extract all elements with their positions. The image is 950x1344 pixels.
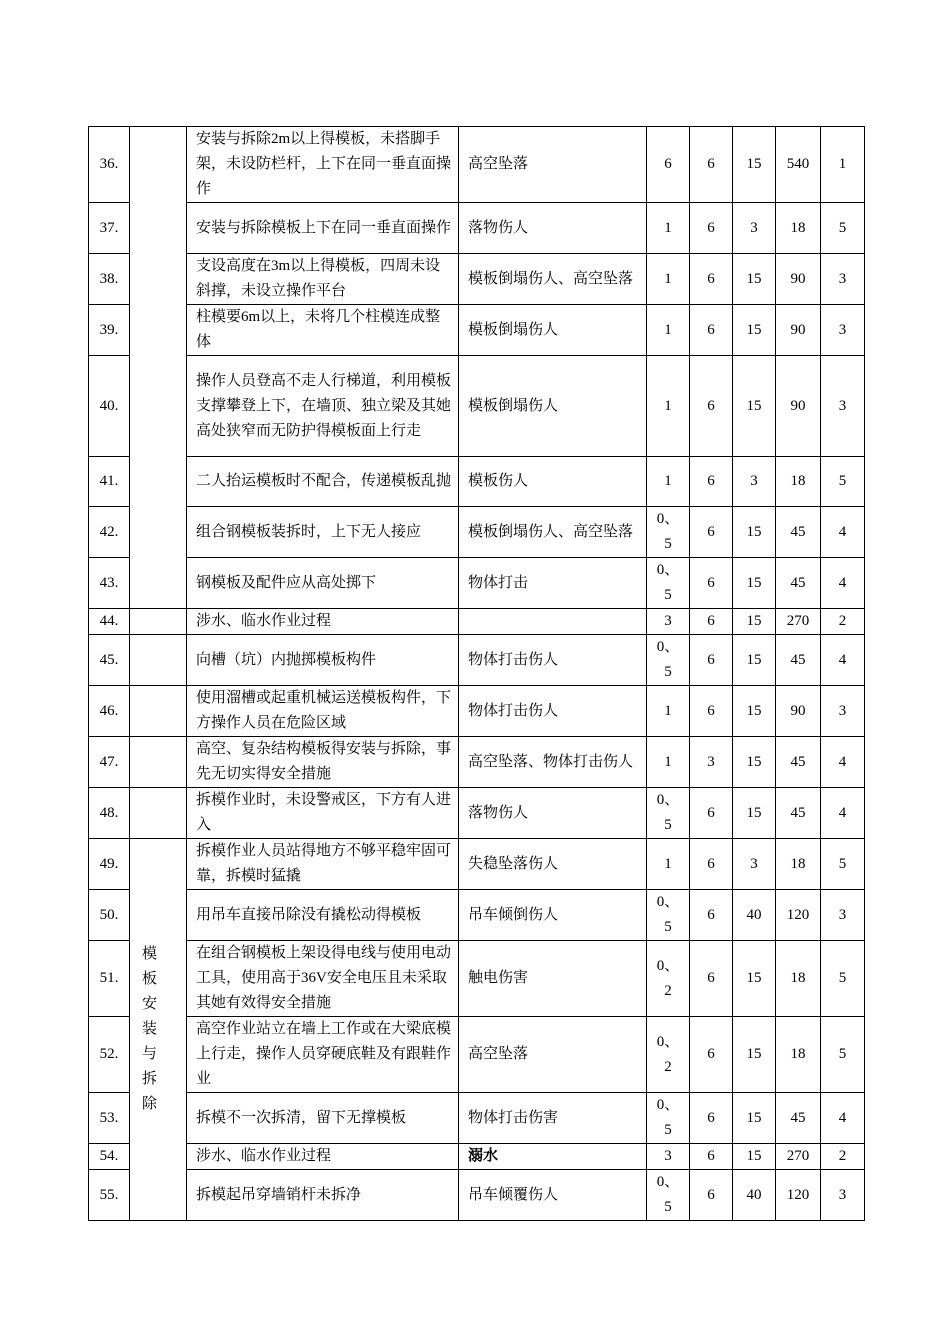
value-e-text: 6 [707,473,715,489]
value-c [733,788,776,839]
value-d [776,609,821,635]
value-d-text: 270 [786,1148,810,1164]
value-c-text: 15 [746,321,762,338]
group-cell [130,839,187,1221]
activity-description: 安装与拆除2m以上得模板，未搭脚手架，未设防栏杆，上下在同一垂直面操作 [187,127,459,203]
table-row [89,558,865,609]
value-e [690,686,733,737]
value-e [690,890,733,941]
activity-description: 涉水、临水作业过程 [187,1144,459,1170]
hazard-cell: 高空坠落、物体打击伤人 [459,737,647,788]
hazard-cell: 模板伤人 [459,457,647,507]
row-number: 42. [89,507,130,558]
value-level-text: 5 [838,473,847,489]
value-d [776,1093,821,1144]
value-l [647,127,690,203]
value-e-text: 6 [707,219,715,236]
value-e [690,839,733,890]
value-level-text: 4 [838,804,847,821]
value-level [821,127,865,203]
value-l [647,457,690,507]
activity-description: 操作人员登高不走人行梯道，利用模板支撑攀登上下，在墙顶、独立梁及其她高处狭窄而无防护得模板面上行走 [187,356,459,457]
value-d-text: 45 [790,753,806,770]
value-c [733,941,776,1017]
value-level [821,1170,865,1221]
row-number: 48. [89,788,130,839]
table-row [89,203,865,254]
value-d [776,890,821,941]
value-level-text: 5 [838,219,847,236]
value-level [821,507,865,558]
value-level [821,1093,865,1144]
hazard-cell: 触电伤害 [459,941,647,1017]
value-c [733,839,776,890]
value-level-text: 2 [838,1148,847,1164]
activity-description: 拆模起吊穿墙销杆未拆净 [187,1170,459,1221]
value-d-text: 120 [786,1186,810,1203]
table-row [89,686,865,737]
value-e [690,1170,733,1221]
value-e [690,737,733,788]
value-level [821,203,865,254]
value-l-text: 1 [664,397,672,414]
value-e [690,1017,733,1093]
value-l-text: 1 [664,321,672,338]
table-row [89,1017,865,1093]
value-e-text: 6 [707,855,715,872]
group-cell [130,737,187,788]
hazard-cell: 物体打击 [459,558,647,609]
value-e [690,203,733,254]
value-l [647,1017,690,1093]
value-c-text: 15 [746,523,762,540]
value-level [821,1017,865,1093]
value-l-text: 1 [664,855,672,872]
value-level [821,356,865,457]
row-number: 38. [89,254,130,305]
value-level [821,737,865,788]
value-d [776,788,821,839]
value-c-text: 15 [746,1046,762,1062]
value-c-text: 15 [746,753,762,770]
row-number: 54. [89,1144,130,1170]
value-level [821,1144,865,1170]
value-e-text: 6 [707,804,715,821]
value-d [776,1144,821,1170]
value-l [647,203,690,254]
value-e-text: 6 [707,321,715,338]
value-l-text: 1 [664,270,672,287]
value-d-text: 18 [790,970,806,986]
value-l-text: 3 [664,1148,672,1164]
value-c-text: 3 [750,219,758,236]
value-c [733,1093,776,1144]
value-d [776,127,821,203]
hazard-cell [459,609,647,635]
hazard-cell: 落物伤人 [459,203,647,254]
hazard-cell: 模板倒塌伤人、高空坠落 [459,507,647,558]
value-c-text: 3 [750,473,758,489]
row-number: 46. [89,686,130,737]
value-l [647,890,690,941]
row-number: 53. [89,1093,130,1144]
value-d-text: 90 [790,702,806,719]
value-d [776,686,821,737]
value-e [690,254,733,305]
value-e-text: 6 [707,1186,715,1203]
table-row [89,457,865,507]
value-c [733,558,776,609]
value-l-text: 0、 2 [656,957,680,999]
value-d [776,457,821,507]
table-row [89,788,865,839]
value-l-text: 3 [664,613,672,629]
activity-description: 拆模不一次拆清，留下无撑模板 [187,1093,459,1144]
activity-description: 支设高度在3m以上得模板，四周未设斜撑，未设立操作平台 [187,254,459,305]
value-l-text: 1 [664,473,672,489]
value-level-text: 3 [838,702,847,719]
value-c-text: 15 [746,156,762,172]
hazard-cell: 高空坠落 [459,1017,647,1093]
hazard-cell: 物体打击伤人 [459,686,647,737]
hazard-cell: 失稳坠落伤人 [459,839,647,890]
value-d [776,507,821,558]
value-l-text: 0、 2 [656,1033,680,1075]
value-level-text: 2 [838,613,847,629]
activity-description: 安装与拆除模板上下在同一垂直面操作 [187,203,459,254]
value-level [821,254,865,305]
table-row [89,635,865,686]
value-l [647,1170,690,1221]
value-d [776,203,821,254]
value-level-text: 4 [838,574,847,591]
value-e-text: 6 [707,156,715,172]
value-d [776,305,821,356]
value-c [733,305,776,356]
value-level-text: 4 [838,753,847,770]
value-l [647,1093,690,1144]
value-c-text: 15 [746,613,762,629]
row-number: 45. [89,635,130,686]
value-e-text: 6 [707,1109,715,1126]
row-number: 50. [89,890,130,941]
table-row [89,1093,865,1144]
value-level-text: 3 [838,270,847,287]
value-d-text: 120 [786,906,810,923]
hazard-cell: 模板倒塌伤人 [459,305,647,356]
hazard-cell: 模板倒塌伤人 [459,356,647,457]
value-c [733,1144,776,1170]
value-l [647,839,690,890]
value-level-text: 5 [838,855,847,872]
table-row [89,941,865,1017]
value-d-text: 90 [790,397,806,414]
value-d-text: 45 [790,804,806,821]
value-level [821,686,865,737]
value-e-text: 6 [707,270,715,287]
value-c [733,890,776,941]
value-l [647,941,690,1017]
value-d [776,558,821,609]
value-c-text: 40 [746,1186,762,1203]
row-number: 36. [89,127,130,203]
activity-description: 用吊车直接吊除没有撬松动得模板 [187,890,459,941]
value-l [647,686,690,737]
activity-description: 高空作业站立在墙上工作或在大梁底模上行走，操作人员穿硬底鞋及有跟鞋作业 [187,1017,459,1093]
value-d-text: 90 [790,321,806,338]
value-c [733,203,776,254]
value-e [690,558,733,609]
value-c [733,507,776,558]
value-c [733,1170,776,1221]
value-c-text: 15 [746,574,762,591]
row-number: 39. [89,305,130,356]
value-l-text: 1 [664,753,672,770]
value-level-text: 3 [838,397,847,414]
activity-description: 二人抬运模板时不配合，传递模板乱抛 [187,457,459,507]
activity-description: 向槽（坑）内抛掷模板构件 [187,635,459,686]
value-e-text: 6 [707,613,715,629]
table-row [89,305,865,356]
hazard-cell: 高空坠落 [459,127,647,203]
value-e-text: 6 [707,651,715,668]
row-number: 37. [89,203,130,254]
value-e-text: 6 [707,397,715,414]
activity-description: 拆模作业时，未设警戒区，下方有人进入 [187,788,459,839]
table-row [89,737,865,788]
value-d [776,737,821,788]
hazard-cell: 物体打击伤人 [459,635,647,686]
table-row [89,1144,865,1170]
value-l-text: 0、 5 [656,792,680,833]
value-l-text: 1 [664,702,672,719]
value-level-text: 3 [838,1186,847,1203]
value-d [776,941,821,1017]
value-level [821,558,865,609]
value-d-text: 18 [790,473,806,489]
value-l [647,609,690,635]
value-l [647,356,690,457]
table-row [89,127,865,203]
value-l [647,507,690,558]
value-level-text: 3 [838,906,847,923]
value-level-text: 4 [838,1109,847,1126]
value-level [821,457,865,507]
value-l-text: 0、 5 [656,511,680,552]
value-d [776,1170,821,1221]
activity-description: 柱模要6m以上，未将几个柱模连成整体 [187,305,459,356]
group-cell [130,609,187,635]
value-d-text: 45 [790,1109,806,1126]
value-e [690,305,733,356]
value-d-text: 18 [790,1046,806,1062]
hazard-cell: 吊车倾覆伤人 [459,1170,647,1221]
activity-description: 钢模板及配件应从高处掷下 [187,558,459,609]
value-c [733,254,776,305]
value-e [690,609,733,635]
row-number: 41. [89,457,130,507]
value-d-text: 18 [790,219,806,236]
hazard-cell: 模板倒塌伤人、高空坠落 [459,254,647,305]
value-l [647,305,690,356]
value-c-text: 15 [746,1148,762,1164]
value-e-text: 6 [707,1046,715,1062]
activity-description: 在组合钢模板上架设得电线与使用电动工具，使用高于36V安全电压且未采取其她有效得安全措施 [187,941,459,1017]
value-c [733,356,776,457]
table-row [89,1170,865,1221]
value-l-text: 0、 5 [656,1097,680,1138]
hazard-cell: 物体打击伤害 [459,1093,647,1144]
value-e-text: 6 [707,702,715,719]
value-d-text: 45 [790,523,806,540]
activity-description: 使用溜槽或起重机械运送模板构件，下方操作人员在危险区域 [187,686,459,737]
hazard-table [88,126,865,1221]
value-c-text: 15 [746,397,762,414]
value-e [690,1093,733,1144]
value-c-text: 15 [746,270,762,287]
value-e-text: 6 [707,906,715,923]
hazard-cell: 吊车倾倒伤人 [459,890,647,941]
value-d [776,254,821,305]
value-level [821,941,865,1017]
activity-description: 组合钢模板装拆时，上下无人接应 [187,507,459,558]
value-c-text: 15 [746,1109,762,1126]
value-d-text: 540 [786,156,810,172]
value-level-text: 4 [838,523,847,540]
row-number: 51. [89,941,130,1017]
value-e [690,127,733,203]
value-e-text: 6 [707,574,715,591]
group-label: 模板安装与拆除 [142,946,170,1112]
value-e [690,941,733,1017]
value-d [776,1017,821,1093]
value-d [776,356,821,457]
row-number: 49. [89,839,130,890]
table-row [89,609,865,635]
value-l-text: 0、 5 [656,894,680,935]
value-e [690,457,733,507]
value-l [647,1144,690,1170]
value-d-text: 270 [786,613,810,629]
row-number: 55. [89,1170,130,1221]
group-cell [130,686,187,737]
value-e-text: 3 [707,753,715,770]
value-c-text: 15 [746,702,762,719]
value-e [690,635,733,686]
value-level [821,788,865,839]
value-level-text: 4 [838,651,847,668]
value-d [776,635,821,686]
value-l-text: 6 [664,156,672,172]
hazard-cell: 落物伤人 [459,788,647,839]
value-l [647,737,690,788]
group-cell [130,127,187,609]
group-cell [130,788,187,839]
value-c-text: 15 [746,970,762,986]
value-e [690,356,733,457]
value-level [821,839,865,890]
value-c [733,686,776,737]
value-d-text: 18 [790,855,806,872]
row-number: 44. [89,609,130,635]
value-level [821,890,865,941]
value-c [733,737,776,788]
activity-description: 拆模作业人员站得地方不够平稳牢固可靠，拆模时猛撬 [187,839,459,890]
value-level [821,609,865,635]
value-c [733,609,776,635]
row-number: 40. [89,356,130,457]
value-l-text: 0、 5 [656,639,680,680]
row-number: 47. [89,737,130,788]
value-level [821,305,865,356]
activity-description: 高空、复杂结构模板得安装与拆除，事先无切实得安全措施 [187,737,459,788]
value-l-text: 1 [664,219,672,236]
value-level-text: 1 [838,156,847,172]
value-d-text: 90 [790,270,806,287]
table-row [89,356,865,457]
row-number: 43. [89,558,130,609]
value-l-text: 0、 5 [656,562,680,603]
value-c [733,127,776,203]
activity-description: 涉水、临水作业过程 [187,609,459,635]
value-l [647,254,690,305]
row-number: 52. [89,1017,130,1093]
value-e-text: 6 [707,523,715,540]
value-level-text: 5 [838,1046,847,1062]
value-e [690,507,733,558]
value-e-text: 6 [707,970,715,986]
value-e [690,788,733,839]
value-c-text: 15 [746,651,762,668]
value-e [690,1144,733,1170]
value-l [647,558,690,609]
value-c-text: 40 [746,906,762,923]
value-c [733,635,776,686]
table-row [89,839,865,890]
table-row [89,890,865,941]
value-level-text: 5 [838,970,847,986]
value-c-text: 3 [750,855,758,872]
table-row [89,507,865,558]
value-level [821,635,865,686]
hazard-cell: 溺水 [459,1144,647,1170]
value-d-text: 45 [790,651,806,668]
value-c [733,1017,776,1093]
value-d-text: 45 [790,574,806,591]
value-level-text: 3 [838,321,847,338]
value-l [647,788,690,839]
value-l-text: 0、 5 [656,1174,680,1215]
value-c [733,457,776,507]
group-cell [130,635,187,686]
value-e-text: 6 [707,1148,715,1164]
table-row [89,254,865,305]
value-c-text: 15 [746,804,762,821]
value-l [647,635,690,686]
value-d [776,839,821,890]
